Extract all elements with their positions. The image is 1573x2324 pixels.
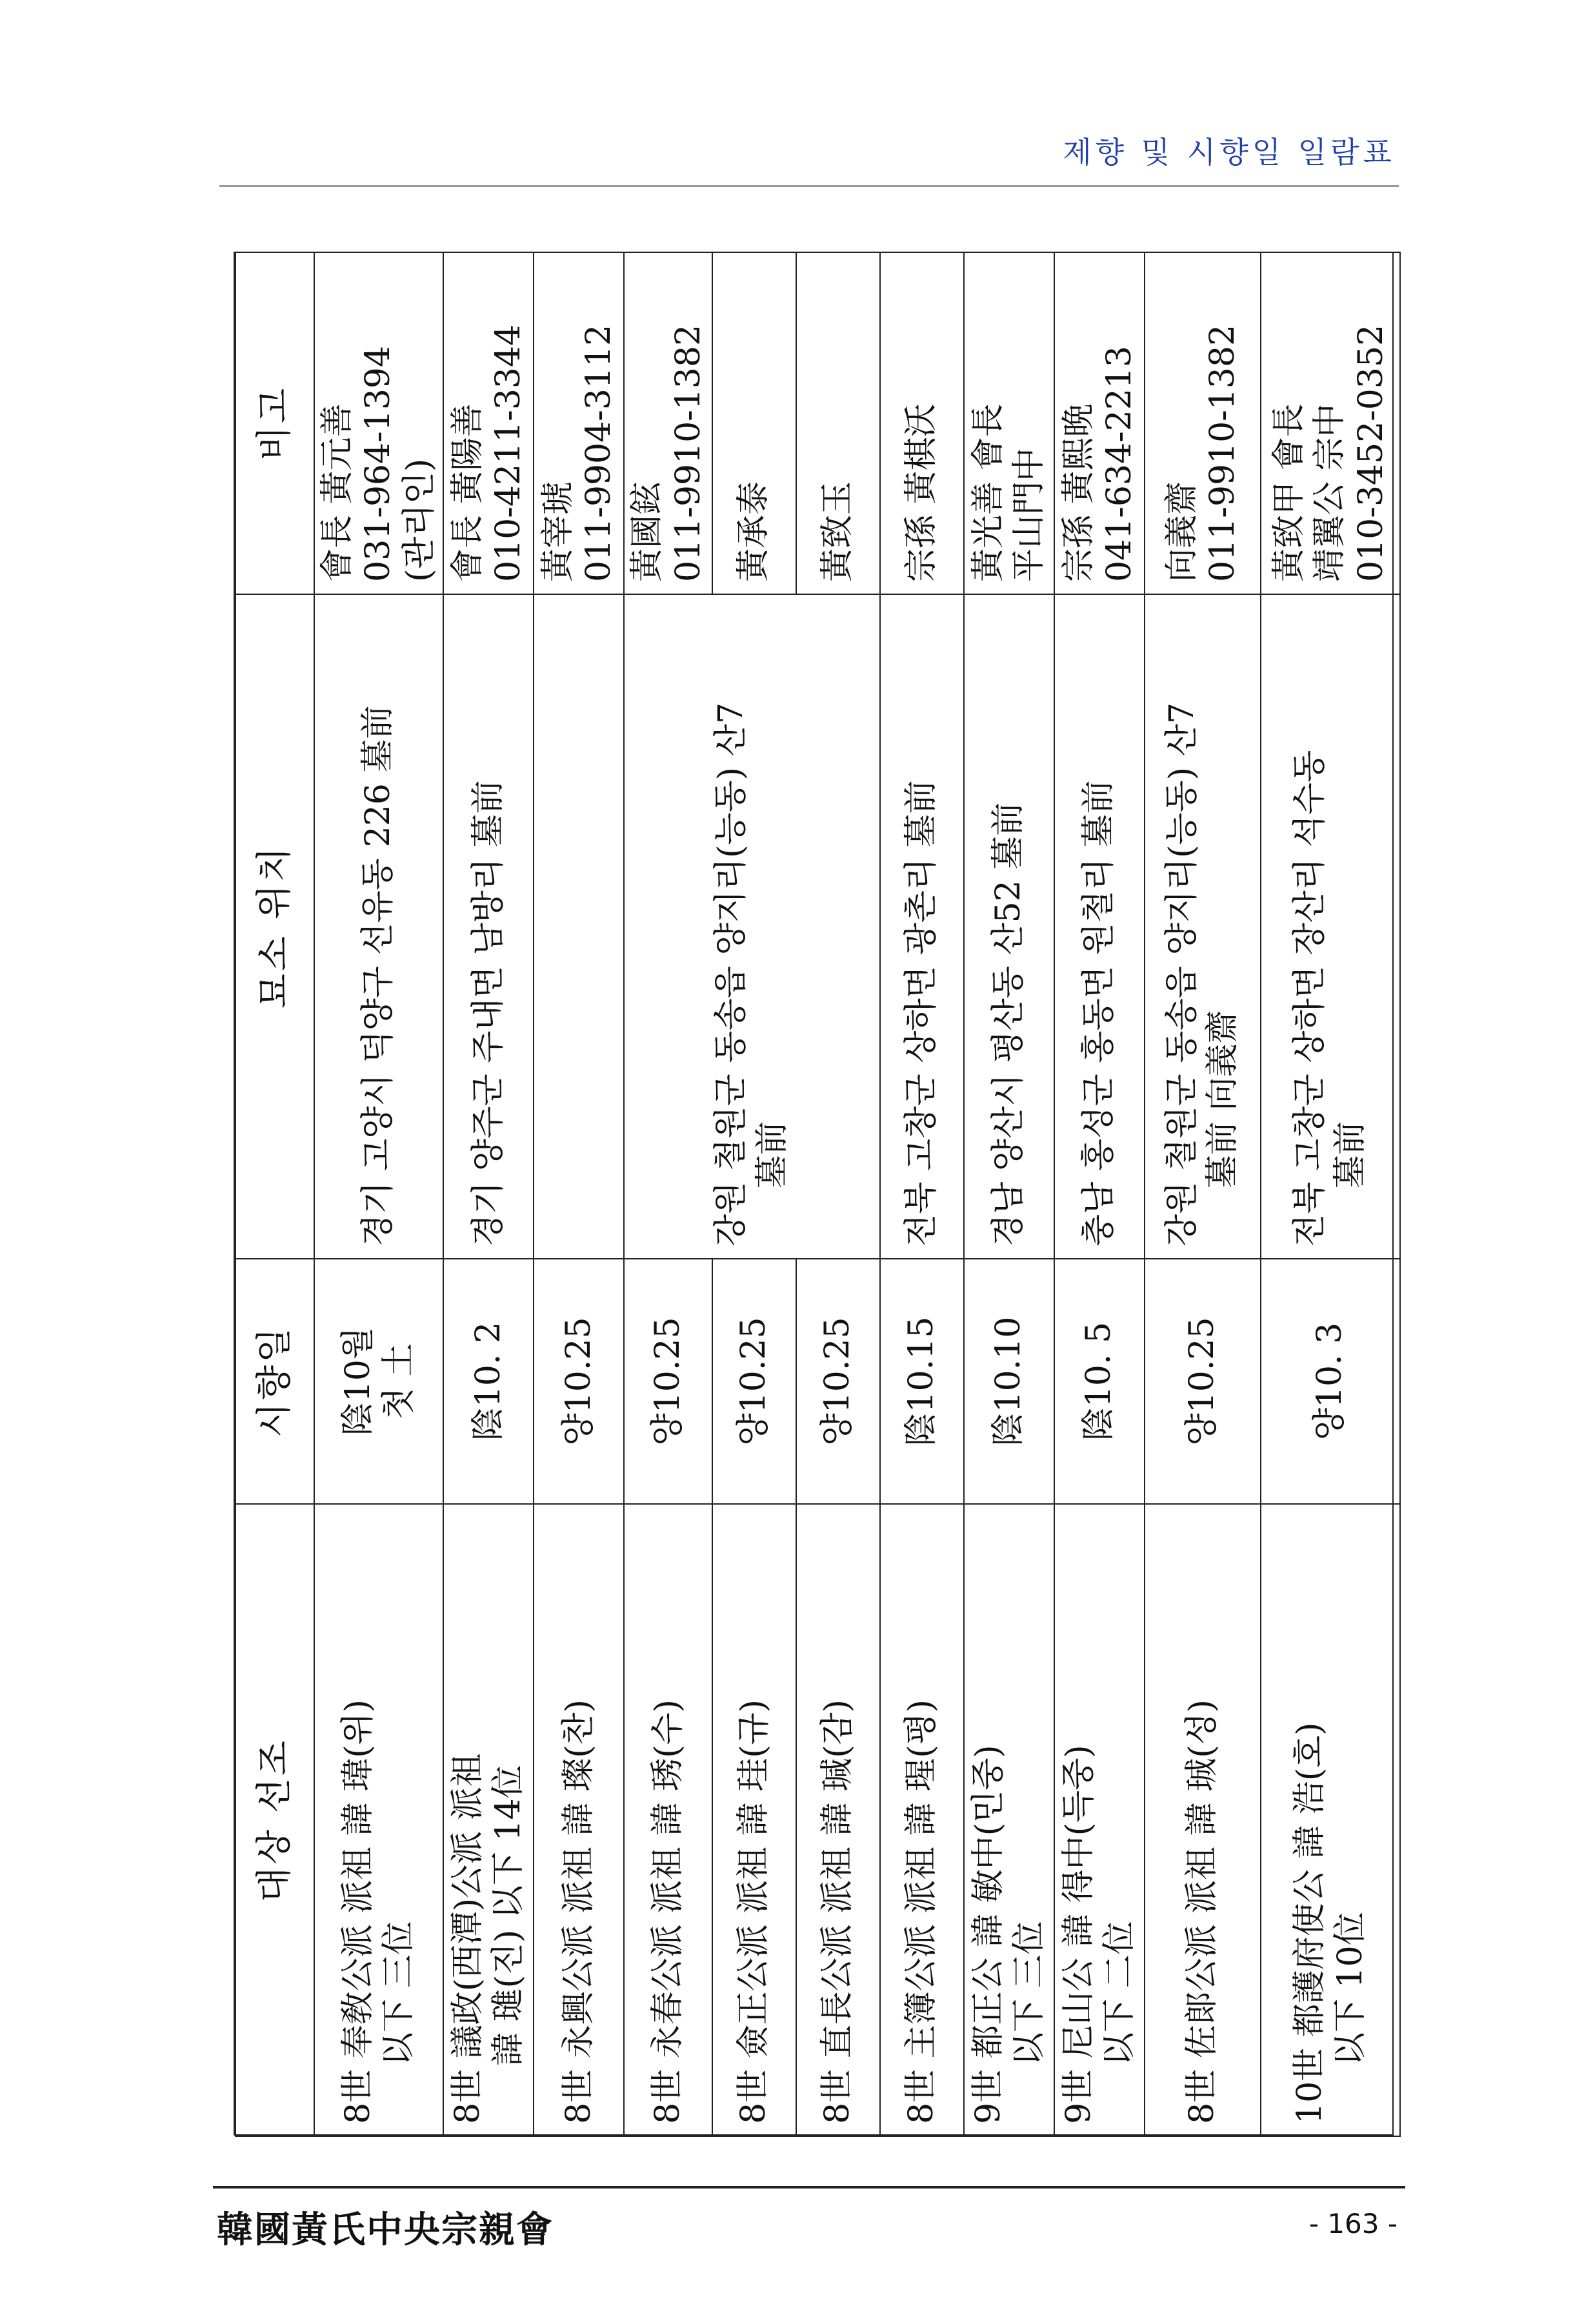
table-row xyxy=(534,252,624,2136)
footer-organization-name: 韓國黃氏中央宗親會 xyxy=(217,2209,554,2251)
table-row xyxy=(880,252,964,2136)
date-cell: 陰10. 2 xyxy=(443,1259,534,1504)
date-cell: 양10.25 xyxy=(1145,1259,1261,1504)
ancestor-cell: 8世 主簿公派 派祖 諱 瑆(평) xyxy=(880,1504,964,2136)
header-divider xyxy=(219,185,1399,187)
grave-cell: 전북 고창군 상하면 장산리 석수동 墓前 xyxy=(1261,594,1400,1259)
footer-divider xyxy=(213,2186,1405,2189)
ancestor-cell: 8世 議政(西潭)公派 派祖 諱 璡(진) 以下 14位 xyxy=(443,1504,534,2136)
note-cell: 會長 黃陽善 010-4211-3344 xyxy=(443,252,534,594)
grave-cell: 전북 고창군 상하면 광촌리 墓前 xyxy=(880,594,964,1259)
note-cell: 宗孫 黃熙晩 041-634-2213 xyxy=(1054,252,1145,594)
column-header-note: 비고 xyxy=(235,252,314,594)
rotated-table-wrapper xyxy=(235,253,1395,2137)
table-row xyxy=(1145,252,1261,2136)
ancestor-cell: 8世 永春公派 派祖 諱 琇(수) xyxy=(624,1504,712,2136)
memorial-schedule-table xyxy=(234,252,1394,2136)
date-cell: 양10. 3 xyxy=(1261,1259,1400,1504)
page-header-title: 제향 및 시향일 일람표 xyxy=(1063,135,1396,170)
column-header-ancestor: 대상 선조 xyxy=(235,1504,314,2136)
date-cell: 양10.25 xyxy=(624,1259,712,1504)
column-header-grave-location: 묘소 위치 xyxy=(235,594,314,1259)
note-cell: 黃致甲 會長 靖翼公 宗中 010-3452-0352 xyxy=(1261,252,1400,594)
table-row xyxy=(1054,252,1145,2136)
note-cell: 黃國鉉 011-9910-1382 xyxy=(624,252,712,594)
ancestor-cell: 8世 佐郞公派 派祖 諱 珹(성) xyxy=(1145,1504,1261,2136)
note-cell: 宗孫 黃棋沃 xyxy=(880,252,964,594)
note-cell: 黃光善 會長 平山門中 xyxy=(964,252,1054,594)
date-cell: 양10.25 xyxy=(796,1259,880,1504)
table-row xyxy=(443,252,534,2136)
date-cell: 陰10. 5 xyxy=(1054,1259,1145,1504)
note-cell: 黃宰琥 011-9904-3112 xyxy=(534,252,624,594)
ancestor-cell: 8世 僉正公派 派祖 諱 珪(규) xyxy=(712,1504,796,2136)
ancestor-cell: 8世 奉敎公派 派祖 諱 瑋(위) 以下 三位 xyxy=(314,1504,443,2136)
table-row xyxy=(964,252,1054,2136)
date-cell: 陰10.15 xyxy=(880,1259,964,1504)
page-number: - 163 - xyxy=(1308,2208,1398,2239)
note-cell: 黃致玉 xyxy=(796,252,880,594)
table-row xyxy=(624,252,712,2136)
date-cell: 陰10월 첫 土 xyxy=(314,1259,443,1504)
schedule-table xyxy=(235,252,1401,2137)
table-row xyxy=(314,252,443,2136)
ancestor-cell: 8世 直長公派 派祖 諱 瑊(감) xyxy=(796,1504,880,2136)
note-cell: 會長 黃元善 031-964-1394 (관리인) xyxy=(314,252,443,594)
grave-cell: 강원 철원군 동송읍 양지리(능동) 산7 墓前 向義齋 xyxy=(1145,594,1261,1259)
table-row xyxy=(1261,252,1400,2136)
ancestor-cell: 9世 都正公 諱 敏中(민중) 以下 三位 xyxy=(964,1504,1054,2136)
column-header-date: 시향일 xyxy=(235,1259,314,1504)
ancestor-cell: 10世 都護府使公 諱 浩(호) 以下 10位 xyxy=(1261,1504,1400,2136)
ancestor-cell: 9世 尼山公 諱 得中(득중) 以下 二位 xyxy=(1054,1504,1145,2136)
table-header-row xyxy=(235,252,314,2136)
grave-cell: 경기 양주군 주내면 남방리 墓前 xyxy=(443,594,534,1259)
grave-cell: 강원 철원군 동송읍 양지리(능동) 산7 墓前 xyxy=(624,594,880,1259)
grave-cell: 경기 고양시 덕양구 선유동 226 墓前 xyxy=(314,594,443,1259)
grave-cell: 충남 홍성군 홍동면 원철리 墓前 xyxy=(1054,594,1145,1259)
date-cell: 陰10.10 xyxy=(964,1259,1054,1504)
note-cell: 向義齋 011-9910-1382 xyxy=(1145,252,1261,594)
ancestor-cell: 8世 永興公派 派祖 諱 璨(찬) xyxy=(534,1504,624,2136)
grave-cell: 경남 양산시 평산동 산52 墓前 xyxy=(964,594,1054,1259)
grave-cell xyxy=(534,594,624,1259)
note-cell: 黃承泰 xyxy=(712,252,796,594)
date-cell: 양10.25 xyxy=(712,1259,796,1504)
date-cell: 양10.25 xyxy=(534,1259,624,1504)
